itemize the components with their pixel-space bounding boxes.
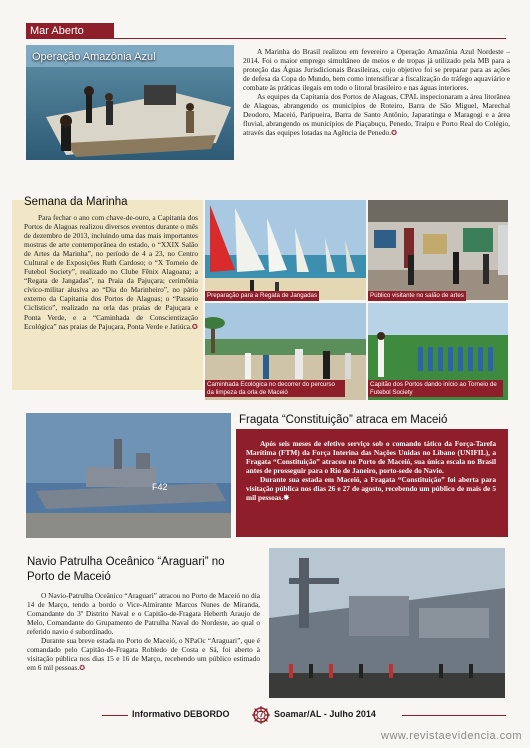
araguari-heading-2: Porto de Maceió (27, 571, 111, 583)
article1-paragraph-2-text: As equipes da Capitania dos Portos de Alagoas, CPAL inspecionaram a área litorânea de Alagoas, abrangendo os municípios de Roteiro, Barra de São Miguel, Marechal Deodoro, Maceió, Paripueira, Barra de Santo Antônio, Japaratinga e Maragogi e a área fluvial, abrangendo os municípios de Piaçabuçu, Penedo, Traipu e Porto Real do Colégio, através das equipes lotadas na Agência de Penedo. (243, 92, 510, 138)
caption-caminhada: Caminhada Ecológica no decorrer do percurso da limpeza da orla de Maceió (205, 380, 345, 397)
patrol-ship-photo (269, 548, 505, 698)
regata-photo (205, 200, 366, 300)
end-mark-icon: ✪ (79, 664, 86, 673)
watermark: www.revistaevidencia.com (381, 730, 522, 742)
fragata-paragraph-2 (246, 475, 496, 502)
fragata-heading: Fragata “Constituição” atraca em Maceió (239, 414, 448, 426)
footer-rule-right (402, 715, 506, 716)
caption-regata: Preparação para a Regata de Jangadas (207, 292, 318, 299)
article1-text (243, 47, 510, 138)
end-mark-icon: ✪ (191, 322, 198, 331)
hull-number: F42 (152, 482, 168, 492)
art-exhibition-photo (368, 200, 508, 300)
fragata-paragraph-2-text: Durante sua estada em Maceió, a Fragata “Constituição” foi aberta para visitação pública nos dias 26 e 27 de agosto, recebendo um público de mais de 5 mil pessoas. (246, 475, 496, 503)
caption-capitao: Capitão dos Portos dando início ao Torneio de Futebol Society (368, 380, 503, 397)
araguari-paragraph-2 (27, 636, 260, 673)
footer-issue: Soamar/AL - Julho 2014 (274, 709, 376, 719)
semana-paragraph (24, 213, 198, 332)
footer-publication: Informativo DEBORDO (132, 709, 230, 719)
semana-heading: Semana da Marinha (24, 196, 128, 208)
frigate-photo (26, 413, 231, 538)
araguari-heading-1: Navio Patrulha Oceânico “Araguari” no (27, 556, 225, 568)
page-footer (102, 708, 522, 723)
section-title: Mar Aberto (26, 23, 114, 39)
semana-paragraph-text: Para fechar o ano com chave-de-ouro, a Capitania dos Portos de Alagoas realizou diversos eventos durante o mês de dezembro de 2013, incluindo uma das mais importantes mostras de arte contemporânea do estado, o “XXIX Salão de Artes da Marinha”, no período de 4 a 23, no Centro Cultural e de Exposições Ruth Cardoso; o “X Torneio de Futebol Society”, realizado no Clube Fênix Alagoana; a “Regata de Jangadas”, na Praia da Pajuçara; cerimônia cívico-militar alusiva ao “Dia do Marinheiro”, no pátio externo da Capitania dos Portos de Alagoas; o “Passeio Ciclístico”, realizado na orla das praias de Pajuçara e Ponta Verde, e a “Caminhada de Conscientização Ecológica” nas praias de Pajuçara, Ponta Verde e Jatiúca. (24, 213, 198, 331)
fragata-paragraph-1: Após seis meses de efetivo serviço sob o comando tático da Força-Tarefa Marítima (FTM) da Força Interina das Nações Unidas no Líbano (UNIFIL), a Fragata “Constituição” atracou no Porto de Maceió, sua única escala no Brasil antes de prosseguir para o Rio de Janeiro, porto-sede do Navio. (246, 439, 496, 476)
araguari-text (27, 591, 260, 673)
araguari-paragraph-2-text: Durante sua breve estada no Porto de Maceió, o NPaOc “Araguari”, que é comandado pelo Capitão-de-Fragata Robledo de Costa e Sá, foi aberto à visitação pública nos dias 15 e 16 de Março, recebendo um público estimado em 6 mil pessoas. (27, 636, 260, 673)
article1-paragraph-1: A Marinha do Brasil realizou em fevereiro a Operação Amazônia Azul Nordeste – 2014. Foi o maior emprego simultâneo de meios e de tropas já utilizado pela MB para a proteção das Águas Jurisdicionais Brasileiras, cujo objetivo foi se preparar para as ações de defesa da Copa do Mundo, bem como intensificar a fiscalização do tráfego aquaviário e combate às práticas ilegais em todo o litoral brasileiro e nas águas interiores. (243, 47, 510, 93)
article1-paragraph-2 (243, 92, 510, 138)
caption-visitante: Público visitante no salão de artes (370, 292, 464, 299)
photo-caption-amazonia: Operação Amazônia Azul (32, 51, 156, 63)
araguari-paragraph-1: O Navio-Patrulha Oceânico “Araguari” atracou no Porto de Maceió no dia 14 de Março, tendo a bordo o Vice-Almirante Marcos Nunes de Miranda, Comandante do 3º Distrito Naval e o Capitão-de-Fragata Heberth Araujo de Melo, Comandante do Grupamento de Patrulha Naval do Nordeste, ao qual o referido navio é subordinado. (27, 591, 261, 637)
fragata-text-box (236, 429, 508, 537)
section-rule (114, 38, 506, 39)
end-mark-icon: ✸ (283, 493, 290, 503)
semana-text (24, 213, 198, 332)
end-mark-icon: ✪ (391, 129, 397, 138)
page-number: 7 (259, 710, 264, 719)
footer-rule-left (102, 715, 128, 716)
